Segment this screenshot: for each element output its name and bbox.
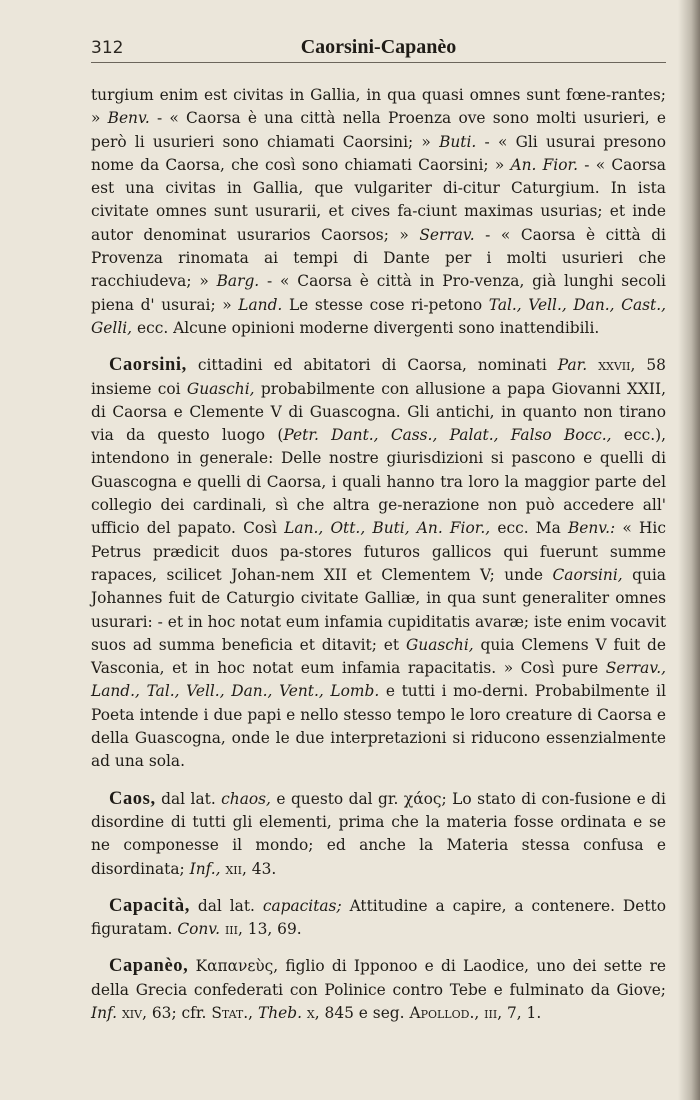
citation: Inf., (189, 859, 221, 878)
paragraph-continuation: turgium enim est civitas in Gallia, in qua quasi omnes sunt fœne-rantes; » Benv. - « Caorsa è una città nella Proenza ove sono molti usurieri, e però li usurieri sono chiamati Caorsini; » Buti. - « Gli usurai presono nome da Caorsa, che così sono chiamati Caorsini; » An. Fior. - « Caorsa est una civitas in Gallia, que vulgariter di-citur Caturgium. In ista civitate omnes sunt usurarii, et cives fa-ciunt maximas usurias; et inde autor denominat usurarios Caorsos; » Serrav. - « Caorsa è città di Provenza rinomata ai tempi di Dante per i molti usurieri che racchiudeva; » Barg. - « Caorsa è città in Pro-venza, già lunghi secoli piena d' usurai; » Land. Le stesse cose ri-petono Tal., Vell., Dan., Cast., Gelli, ecc. Alcune opinioni moderne divergenti sono inattendibili. (91, 86, 667, 337)
citation: Barg. (216, 272, 260, 291)
page-body (91, 84, 666, 1025)
entry-caorsini: Caorsini, cittadini ed abitatori di Caorsa, nominati Par. xxvii, 58 insieme coi Guaschi, probabilmente con allusione a papa Giovanni XXII, di Caorsa e Clemente V di Guascogna. Gli antichi, in quanto non tirano via da questo luogo (Petr. Dant., Cass., Palat., Falso Bocc., ecc.), intendono in generale: Delle nostre giurisdizioni si pascono e quelli di Guascogna e quelli di Caorsa, i quali hanno tra loro la maggior parte del collegio dei cardinali, sì che altra ge-nerazione non può accedere all' ufficio del papato. Così Lan., Ott., Buti, An. Fior., ecc. Ma Benv.: « Hic Petrus prædicit duos pa-stores futuros gallicos qui fuerunt summe rapaces, scilicet Johan-nem XII et Clementem V; unde Caorsini, quia Johannes fuit de Caturgio civitate Galliæ, in qua sunt generaliter omnes usurari: - et in hoc notat eum infamia cupiditatis avaræ; iste enim vocavit suos ad summa beneficia et ditavit; et Guaschi, quia Clemens V fuit de Vasconia, et in hoc notat eum infamia rapacitatis. » Così pure Serrav., Land., Tal., Vell., Dan., Vent., Lomb. e tutti i mo-derni. Probabilmente il Poeta intende i due papi e nello stesso tempo le loro creature di Caorsa e della Guascogna, onde le due interpretazioni si riducono essenzialmente ad una sola. (91, 355, 667, 771)
book-ref: x (306, 1003, 315, 1022)
page-edge-shadow (678, 0, 700, 1100)
headword: Capanèo, (109, 956, 189, 977)
citation-list: Lan., Ott., Buti, An. Fior., (284, 519, 491, 538)
citation: Buti. (439, 132, 477, 151)
author-ref: Stat., (211, 1003, 254, 1022)
canto-ref: xiv (121, 1003, 143, 1022)
citation: An. Fior. (510, 155, 579, 174)
entry-capacita: Capacità, dal lat. capacitas; Attitudine a capire, a contenere. Detto figuratam. Conv. iii, 13, 69. (91, 895, 666, 939)
latin-term: capacitas; (262, 896, 342, 915)
citation: Benv.: (567, 519, 616, 538)
author-ref: Apollod., (409, 1003, 480, 1022)
entry-caos: Caos, dal lat. chaos, e questo dal gr. χάος; Lo stato di con-fusione e di disordine di tutti gli elementi, prima che la materia fosse ordinata e se ne componesse il mondo; ed anche la Materia stessa confusa e disordinata; Inf., xii, 43. (91, 788, 666, 878)
citation: Benv. (107, 109, 150, 128)
citation: Par. (557, 356, 588, 375)
page-number: 312 (91, 38, 124, 58)
citation: Inf. (91, 1003, 118, 1022)
running-title: Caorsini-Capanèo (300, 36, 457, 58)
canto-ref: xii (225, 859, 242, 878)
citation: Theb. (257, 1003, 302, 1022)
headword: Caos, (109, 788, 156, 809)
latin-term: chaos, (221, 789, 271, 808)
running-header (91, 28, 666, 63)
canto-ref: iii (224, 920, 238, 939)
cross-ref: Guaschi, (186, 379, 255, 398)
cross-ref: Caorsini, (552, 565, 623, 584)
citation-list: Petr. Dant., Cass., Palat., Falso Bocc., (283, 426, 612, 445)
citation: Conv. (177, 920, 221, 939)
headword: Caorsini, (109, 355, 187, 376)
canto-ref: xxvii (598, 356, 631, 375)
entry-capaneo: Capanèo, Καπανεὺς, figlio di Ipponoo e di Laodice, uno dei sette re della Grecia confederati con Polinice contro Tebe e fulminato da Giove; Inf. xiv, 63; cfr. Stat., Theb. x, 845 e seg. Apollod., iii, 7, 1. (91, 956, 666, 1022)
cross-ref: Guaschi, (406, 635, 474, 654)
citation-list: Serrav., Land., Tal., Vell., Dan., Vent., Lomb. (91, 659, 666, 701)
headword: Capacità, (109, 895, 190, 916)
citation: Land. (238, 295, 283, 314)
book-ref: iii (484, 1003, 498, 1022)
citation: Serrav. (419, 225, 475, 244)
citation-list: Tal., Vell., Dan., Cast., Gelli, (91, 295, 666, 337)
